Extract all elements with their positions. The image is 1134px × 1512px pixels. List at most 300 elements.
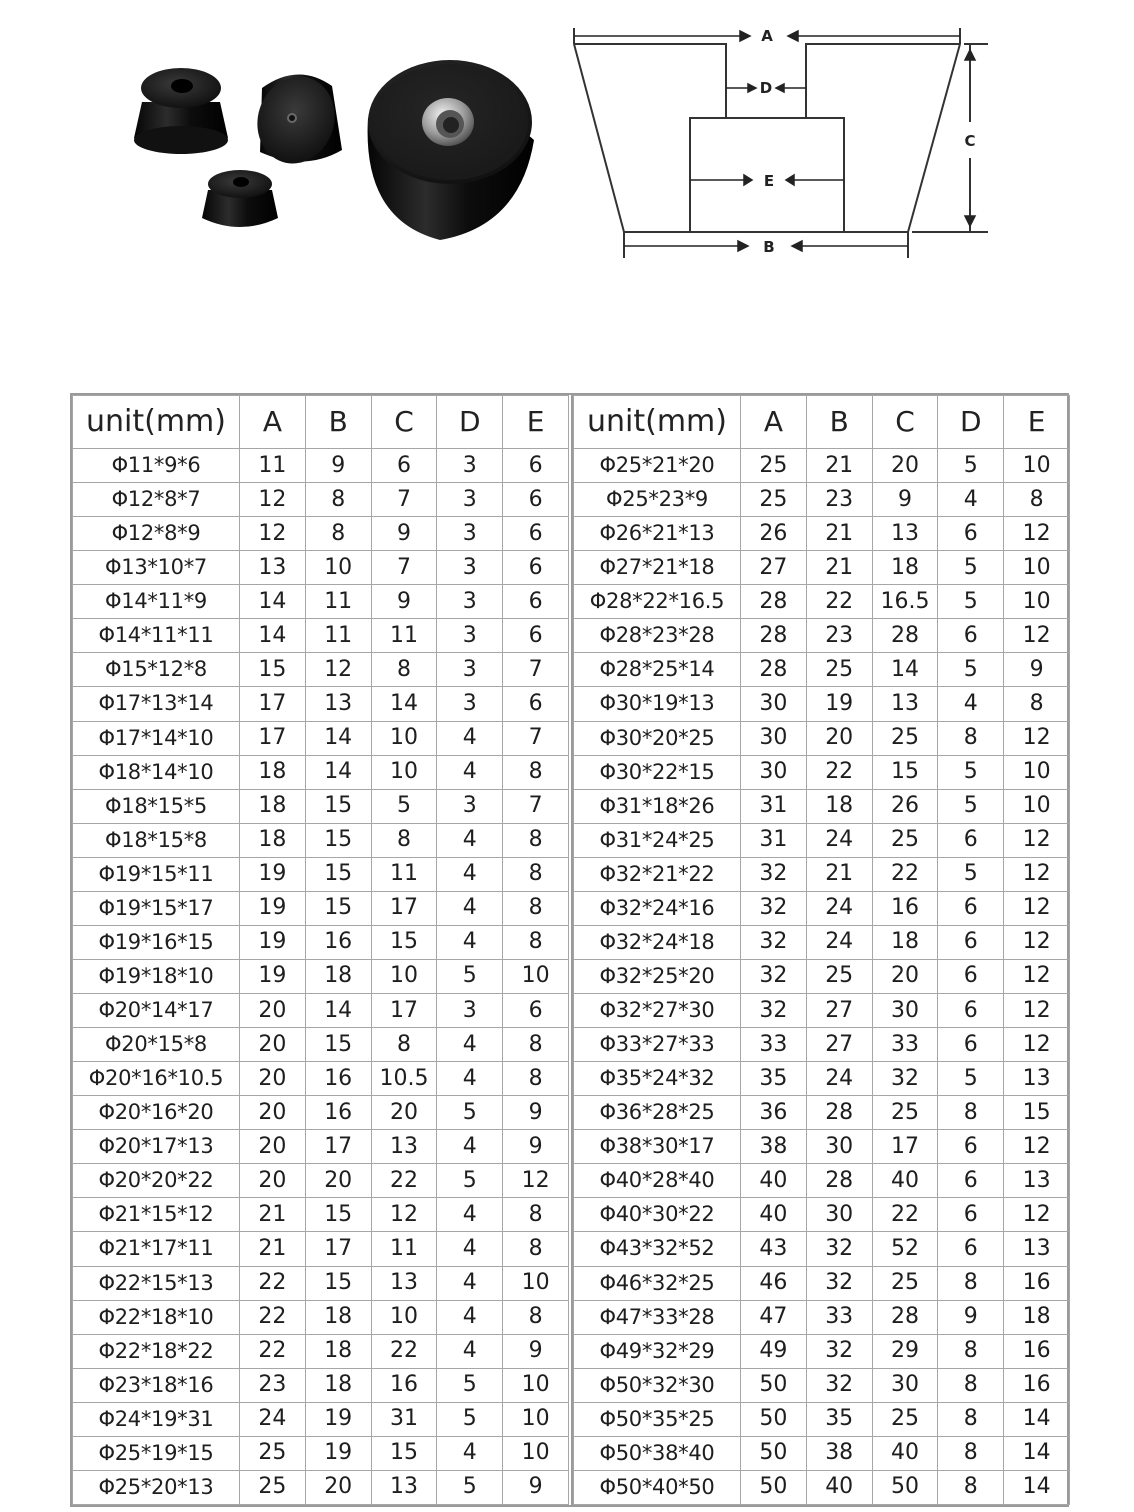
cell-e: 8 (503, 823, 569, 857)
table-row (73, 449, 569, 483)
dim-label-c: C (964, 132, 976, 150)
cell-d: 5 (437, 1096, 503, 1130)
cell-e: 10 (503, 1436, 569, 1470)
table-row (73, 1266, 569, 1300)
cell-b: 20 (305, 1164, 371, 1198)
cell-e: 9 (503, 1334, 569, 1368)
cell-e: 12 (1004, 619, 1070, 653)
table-row (73, 789, 569, 823)
header-b: B (305, 396, 371, 449)
table-row (73, 483, 569, 517)
cell-model: Φ20*14*17 (73, 994, 240, 1028)
cell-e: 10 (1004, 551, 1070, 585)
cell-d: 3 (437, 653, 503, 687)
header-d: D (437, 396, 503, 449)
cell-b: 21 (806, 449, 872, 483)
cell-c: 22 (872, 1198, 938, 1232)
cell-model: Φ25*20*13 (73, 1470, 240, 1504)
cell-model: Φ20*15*8 (73, 1028, 240, 1062)
cell-c: 13 (872, 517, 938, 551)
cell-c: 20 (872, 449, 938, 483)
cell-b: 27 (806, 994, 872, 1028)
cell-a: 20 (240, 1164, 306, 1198)
table-row (574, 1198, 1070, 1232)
cell-d: 3 (437, 551, 503, 585)
cell-model: Φ27*21*18 (574, 551, 741, 585)
table-row (574, 653, 1070, 687)
header-a: A (240, 396, 306, 449)
cell-e: 8 (503, 1062, 569, 1096)
cell-b: 20 (305, 1470, 371, 1504)
table-row (574, 551, 1070, 585)
cell-a: 22 (240, 1334, 306, 1368)
cell-e: 8 (503, 925, 569, 959)
cell-model: Φ32*27*30 (574, 994, 741, 1028)
cell-d: 4 (437, 1300, 503, 1334)
cell-d: 3 (437, 483, 503, 517)
cell-e: 12 (1004, 721, 1070, 755)
table-row (574, 1402, 1070, 1436)
cell-b: 15 (305, 823, 371, 857)
cell-c: 9 (872, 483, 938, 517)
cell-model: Φ35*24*32 (574, 1062, 741, 1096)
cell-model: Φ19*15*11 (73, 857, 240, 891)
cell-model: Φ25*21*20 (574, 449, 741, 483)
cell-d: 6 (938, 994, 1004, 1028)
cell-model: Φ12*8*7 (73, 483, 240, 517)
cell-b: 28 (806, 1096, 872, 1130)
cell-b: 21 (806, 517, 872, 551)
table-row (73, 551, 569, 585)
cell-e: 16 (1004, 1368, 1070, 1402)
table-row (73, 755, 569, 789)
cell-d: 6 (938, 959, 1004, 993)
cell-e: 10 (503, 1402, 569, 1436)
table-row (574, 1164, 1070, 1198)
table-row (574, 755, 1070, 789)
cell-model: Φ28*23*28 (574, 619, 741, 653)
table-header-row (574, 396, 1070, 449)
table-row (73, 619, 569, 653)
cell-c: 16 (371, 1368, 437, 1402)
cell-c: 17 (371, 994, 437, 1028)
cell-e: 6 (503, 585, 569, 619)
cell-c: 25 (872, 823, 938, 857)
header-b: B (806, 396, 872, 449)
cell-e: 10 (1004, 449, 1070, 483)
cell-d: 8 (938, 1368, 1004, 1402)
cell-e: 10 (503, 959, 569, 993)
cell-a: 22 (240, 1266, 306, 1300)
cell-model: Φ30*19*13 (574, 687, 741, 721)
cell-model: Φ15*12*8 (73, 653, 240, 687)
table-row (73, 687, 569, 721)
cell-d: 3 (437, 994, 503, 1028)
cell-c: 25 (872, 1266, 938, 1300)
cell-b: 35 (806, 1402, 872, 1436)
cell-model: Φ11*9*6 (73, 449, 240, 483)
cell-e: 12 (1004, 857, 1070, 891)
cell-model: Φ40*30*22 (574, 1198, 741, 1232)
cell-e: 12 (1004, 925, 1070, 959)
cell-d: 4 (437, 1436, 503, 1470)
cell-c: 18 (872, 551, 938, 585)
cell-c: 40 (872, 1164, 938, 1198)
inner-right-profile (806, 44, 960, 232)
cell-c: 7 (371, 551, 437, 585)
cell-e: 10 (503, 1368, 569, 1402)
cell-e: 12 (1004, 517, 1070, 551)
cell-e: 6 (503, 687, 569, 721)
cell-b: 25 (806, 959, 872, 993)
cell-d: 4 (437, 1198, 503, 1232)
cell-b: 30 (806, 1130, 872, 1164)
cell-model: Φ33*27*33 (574, 1028, 741, 1062)
table-row (73, 721, 569, 755)
cell-b: 22 (806, 755, 872, 789)
cell-b: 16 (305, 1096, 371, 1130)
table-row (574, 1300, 1070, 1334)
cell-a: 32 (741, 925, 807, 959)
cell-b: 21 (806, 551, 872, 585)
rubber-foot-1 (134, 68, 228, 154)
cell-e: 12 (503, 1164, 569, 1198)
cell-c: 33 (872, 1028, 938, 1062)
cell-d: 6 (938, 1028, 1004, 1062)
cell-model: Φ50*40*50 (574, 1470, 741, 1504)
cell-a: 38 (741, 1130, 807, 1164)
cell-e: 14 (1004, 1436, 1070, 1470)
cell-b: 32 (806, 1334, 872, 1368)
cell-e: 8 (503, 1300, 569, 1334)
cell-a: 20 (240, 1062, 306, 1096)
cell-c: 17 (371, 891, 437, 925)
table-row (574, 721, 1070, 755)
cell-e: 15 (1004, 1096, 1070, 1130)
cell-c: 22 (872, 857, 938, 891)
cell-c: 14 (872, 653, 938, 687)
cell-a: 31 (741, 823, 807, 857)
cell-e: 8 (503, 755, 569, 789)
cell-c: 15 (872, 755, 938, 789)
cell-d: 5 (938, 585, 1004, 619)
cell-e: 12 (1004, 1198, 1070, 1232)
cell-b: 18 (305, 959, 371, 993)
table-row (574, 1436, 1070, 1470)
cell-a: 19 (240, 925, 306, 959)
cell-c: 9 (371, 585, 437, 619)
cell-a: 25 (240, 1470, 306, 1504)
table-row (574, 994, 1070, 1028)
cell-model: Φ47*33*28 (574, 1300, 741, 1334)
cell-c: 10 (371, 959, 437, 993)
cell-b: 19 (305, 1436, 371, 1470)
table-row (73, 994, 569, 1028)
cell-c: 28 (872, 619, 938, 653)
cell-e: 6 (503, 619, 569, 653)
cell-e: 8 (503, 1028, 569, 1062)
cell-e: 8 (1004, 687, 1070, 721)
table-row (574, 823, 1070, 857)
cell-e: 9 (503, 1096, 569, 1130)
cell-d: 5 (437, 1368, 503, 1402)
cell-d: 3 (437, 619, 503, 653)
table-row (574, 1470, 1070, 1504)
cell-a: 27 (741, 551, 807, 585)
cell-d: 6 (938, 925, 1004, 959)
cell-b: 10 (305, 551, 371, 585)
rubber-foot-2 (246, 66, 345, 173)
cell-e: 8 (1004, 483, 1070, 517)
cell-a: 11 (240, 449, 306, 483)
cell-b: 23 (806, 483, 872, 517)
rubber-feet-photo (120, 40, 560, 270)
cell-model: Φ50*32*30 (574, 1368, 741, 1402)
table-row (73, 1164, 569, 1198)
cell-a: 30 (741, 721, 807, 755)
cell-c: 11 (371, 619, 437, 653)
dim-label-e: E (763, 172, 775, 190)
rubber-foot-4 (368, 60, 534, 240)
cell-b: 14 (305, 721, 371, 755)
table-row (574, 1028, 1070, 1062)
cell-model: Φ20*20*22 (73, 1164, 240, 1198)
cell-b: 13 (305, 687, 371, 721)
cell-d: 3 (437, 585, 503, 619)
cell-a: 40 (741, 1198, 807, 1232)
spec-table-left (72, 395, 568, 1505)
cell-d: 5 (938, 857, 1004, 891)
cell-e: 8 (503, 891, 569, 925)
cell-model: Φ30*20*25 (574, 721, 741, 755)
cell-b: 21 (806, 857, 872, 891)
cell-a: 35 (741, 1062, 807, 1096)
cell-d: 4 (437, 1232, 503, 1266)
cell-c: 10 (371, 755, 437, 789)
cell-a: 13 (240, 551, 306, 585)
cell-c: 29 (872, 1334, 938, 1368)
table-row (574, 1232, 1070, 1266)
cell-d: 8 (938, 1334, 1004, 1368)
cell-c: 5 (371, 789, 437, 823)
cell-a: 19 (240, 959, 306, 993)
table-row (574, 1130, 1070, 1164)
table-row (574, 1062, 1070, 1096)
cell-e: 12 (1004, 959, 1070, 993)
cell-e: 16 (1004, 1334, 1070, 1368)
cell-a: 25 (240, 1436, 306, 1470)
rubber-foot-3 (202, 170, 278, 227)
cell-e: 10 (503, 1266, 569, 1300)
cell-d: 4 (437, 1062, 503, 1096)
table-row (574, 857, 1070, 891)
table-row (73, 857, 569, 891)
cell-b: 8 (305, 483, 371, 517)
cell-d: 4 (437, 891, 503, 925)
cell-d: 5 (938, 789, 1004, 823)
table-row (574, 619, 1070, 653)
cell-d: 3 (437, 449, 503, 483)
cell-d: 6 (938, 1232, 1004, 1266)
cell-e: 12 (1004, 823, 1070, 857)
cell-a: 24 (240, 1402, 306, 1436)
table-row (73, 823, 569, 857)
cell-model: Φ43*32*52 (574, 1232, 741, 1266)
cell-e: 12 (1004, 1028, 1070, 1062)
cell-a: 36 (741, 1096, 807, 1130)
cell-b: 24 (806, 925, 872, 959)
cell-c: 50 (872, 1470, 938, 1504)
cell-e: 9 (1004, 653, 1070, 687)
cell-e: 9 (503, 1130, 569, 1164)
cell-a: 32 (741, 857, 807, 891)
cell-a: 32 (741, 994, 807, 1028)
table-row (574, 1368, 1070, 1402)
table-row (574, 891, 1070, 925)
cell-model: Φ17*13*14 (73, 687, 240, 721)
cell-e: 7 (503, 653, 569, 687)
cell-model: Φ38*30*17 (574, 1130, 741, 1164)
cell-a: 18 (240, 755, 306, 789)
cell-c: 40 (872, 1436, 938, 1470)
arrow-a-left (740, 31, 750, 41)
cell-c: 25 (872, 1402, 938, 1436)
cell-b: 18 (305, 1300, 371, 1334)
cell-c: 16.5 (872, 585, 938, 619)
cell-d: 6 (938, 517, 1004, 551)
cell-model: Φ32*25*20 (574, 959, 741, 993)
cell-e: 9 (503, 1470, 569, 1504)
cell-b: 18 (806, 789, 872, 823)
cell-b: 18 (305, 1334, 371, 1368)
cell-c: 7 (371, 483, 437, 517)
table-row (73, 1368, 569, 1402)
table-row (574, 1096, 1070, 1130)
cell-d: 4 (437, 1130, 503, 1164)
table-row (73, 585, 569, 619)
cell-a: 12 (240, 517, 306, 551)
cell-c: 10.5 (371, 1062, 437, 1096)
cell-a: 28 (741, 619, 807, 653)
cell-d: 5 (938, 449, 1004, 483)
cell-model: Φ22*18*22 (73, 1334, 240, 1368)
cell-c: 15 (371, 925, 437, 959)
cell-d: 5 (437, 1470, 503, 1504)
cell-model: Φ22*15*13 (73, 1266, 240, 1300)
cell-d: 4 (938, 483, 1004, 517)
cell-c: 15 (371, 1436, 437, 1470)
cell-e: 6 (503, 551, 569, 585)
cell-a: 33 (741, 1028, 807, 1062)
dim-label-b: B (763, 238, 775, 256)
cell-c: 13 (371, 1470, 437, 1504)
cell-a: 46 (741, 1266, 807, 1300)
table-row (73, 925, 569, 959)
dim-label-d: D (759, 79, 773, 97)
cell-e: 18 (1004, 1300, 1070, 1334)
cell-a: 30 (741, 755, 807, 789)
product-photo (120, 40, 560, 270)
cell-d: 4 (437, 925, 503, 959)
table-row (73, 1096, 569, 1130)
cell-b: 14 (305, 755, 371, 789)
cell-c: 28 (872, 1300, 938, 1334)
dimension-diagram (560, 10, 1000, 270)
cell-c: 25 (872, 1096, 938, 1130)
cell-c: 25 (872, 721, 938, 755)
cell-b: 15 (305, 1028, 371, 1062)
cell-model: Φ36*28*25 (574, 1096, 741, 1130)
cell-b: 32 (806, 1266, 872, 1300)
cell-b: 19 (806, 687, 872, 721)
cell-b: 22 (806, 585, 872, 619)
cell-a: 18 (240, 823, 306, 857)
cell-c: 22 (371, 1334, 437, 1368)
cell-c: 26 (872, 789, 938, 823)
cell-b: 38 (806, 1436, 872, 1470)
table-row (73, 1062, 569, 1096)
cell-d: 5 (938, 653, 1004, 687)
cell-model: Φ32*24*16 (574, 891, 741, 925)
cell-b: 24 (806, 891, 872, 925)
cell-c: 13 (872, 687, 938, 721)
cell-model: Φ20*16*20 (73, 1096, 240, 1130)
cell-d: 4 (437, 1266, 503, 1300)
cell-model: Φ50*35*25 (574, 1402, 741, 1436)
cell-model: Φ17*14*10 (73, 721, 240, 755)
cell-model: Φ23*18*16 (73, 1368, 240, 1402)
cell-c: 8 (371, 1028, 437, 1062)
cell-e: 7 (503, 789, 569, 823)
cell-model: Φ21*15*12 (73, 1198, 240, 1232)
cell-d: 3 (437, 517, 503, 551)
cell-a: 50 (741, 1470, 807, 1504)
cell-d: 8 (938, 721, 1004, 755)
table-row (73, 1130, 569, 1164)
table-row (73, 653, 569, 687)
cell-model: Φ26*21*13 (574, 517, 741, 551)
cell-b: 27 (806, 1028, 872, 1062)
cell-a: 18 (240, 789, 306, 823)
cell-d: 3 (437, 789, 503, 823)
cell-a: 30 (741, 687, 807, 721)
cell-a: 31 (741, 789, 807, 823)
cell-d: 5 (437, 1164, 503, 1198)
cell-a: 15 (240, 653, 306, 687)
cell-e: 6 (503, 483, 569, 517)
cell-b: 11 (305, 585, 371, 619)
cell-d: 5 (938, 1062, 1004, 1096)
cell-d: 8 (938, 1402, 1004, 1436)
cell-c: 22 (371, 1164, 437, 1198)
cell-model: Φ14*11*11 (73, 619, 240, 653)
header-unit: unit(mm) (73, 396, 240, 449)
cell-d: 4 (437, 721, 503, 755)
cell-c: 13 (371, 1130, 437, 1164)
cell-b: 9 (305, 449, 371, 483)
table-row (73, 1232, 569, 1266)
cell-model: Φ19*18*10 (73, 959, 240, 993)
cell-e: 8 (503, 857, 569, 891)
cell-model: Φ14*11*9 (73, 585, 240, 619)
cell-model: Φ20*17*13 (73, 1130, 240, 1164)
cell-c: 14 (371, 687, 437, 721)
cell-model: Φ30*22*15 (574, 755, 741, 789)
cell-b: 16 (305, 1062, 371, 1096)
cell-b: 15 (305, 789, 371, 823)
cell-e: 16 (1004, 1266, 1070, 1300)
table-row (574, 687, 1070, 721)
